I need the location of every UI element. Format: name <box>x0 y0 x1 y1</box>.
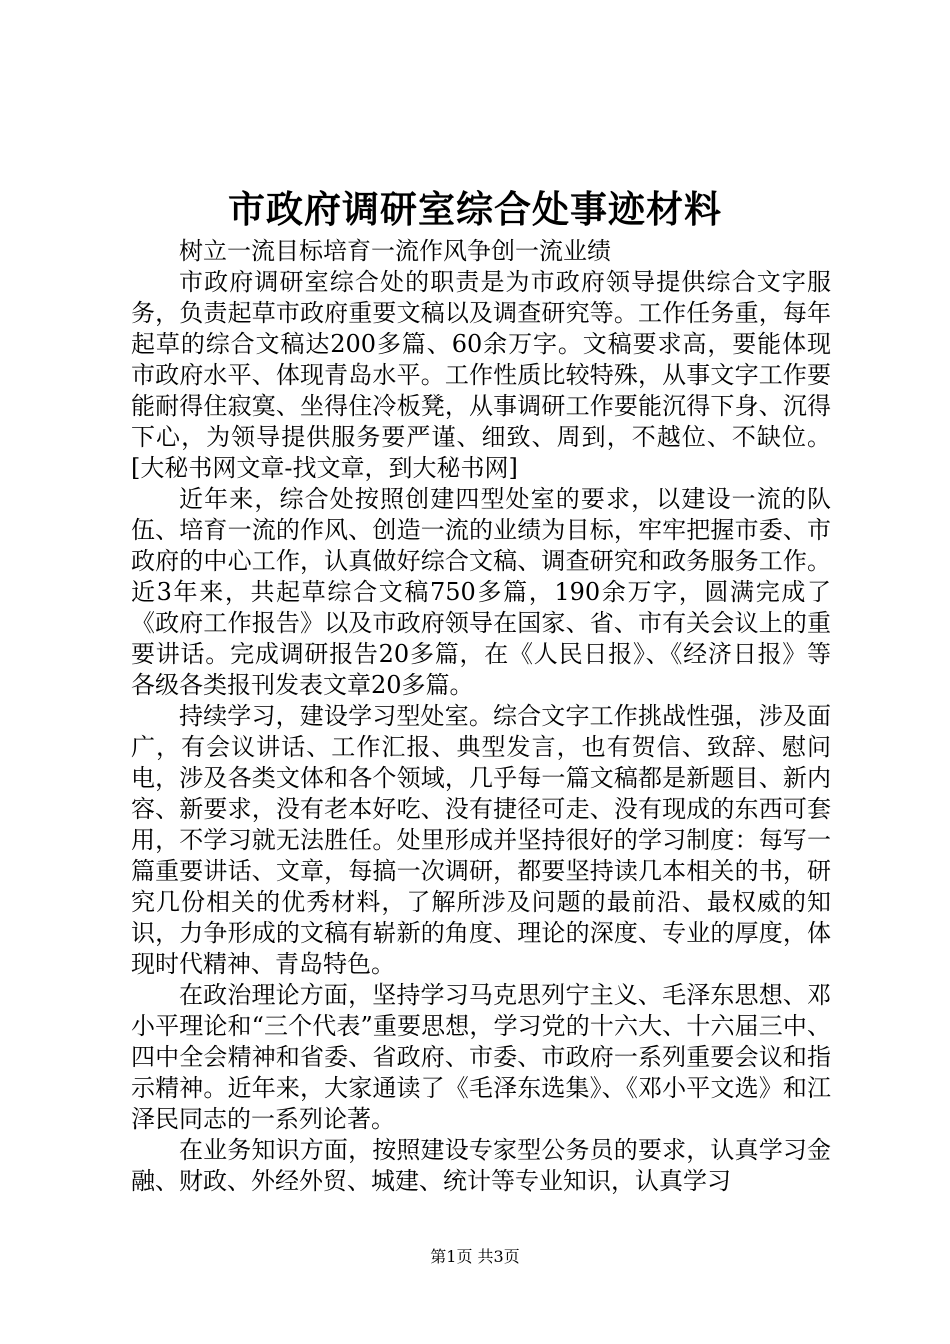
document-body <box>131 236 831 1197</box>
body-paragraph-1: 市政府调研室综合处的职责是为市政府领导提供综合文字服务，负责起草市政府重要文稿以及调查研究等。工作任务重，每年起草的综合文稿达200多篇、60余万字。文稿要求高，要能体现市政府水平、体现青岛水平。工作性质比较特殊，从事文字工作要能耐得住寂寞、坐得住冷板凳，从事调研工作要能沉得下身、沉得下心，为领导提供服务要严谨、细致、周到，不越位、不缺位。[大秘书网文章-找文章，到大秘书网] <box>131 268 831 482</box>
body-paragraph-2: 近年来，综合处按照创建四型处室的要求，以建设一流的队伍、培育一流的作风、创造一流的业绩为目标，牢牢把握市委、市政府的中心工作，认真做好综合文稿、调查研究和政务服务工作。近3年来，共起草综合文稿750多篇，190余万字，圆满完成了《政府工作报告》以及市政府领导在国家、省、市有关会议上的重要讲话。完成调研报告20多篇，在《人民日报》、《经济日报》等各级各类报刊发表文章20多篇。 <box>131 485 831 699</box>
page-number-footer: 第1页 共3页 <box>430 1247 520 1266</box>
document-title: 市政府调研室综合处事迹材料 <box>228 187 722 231</box>
body-paragraph-5: 在业务知识方面，按照建设专家型公务员的要求，认真学习金融、财政、外经外贸、城建、统计等专业知识，认真学习 <box>131 1136 831 1195</box>
document-subtitle: 树立一流目标培育一流作风争创一流业绩 <box>179 237 611 265</box>
body-paragraph-4: 在政治理论方面，坚持学习马克思列宁主义、毛泽东思想、邓小平理论和“三个代表”重要思想，学习党的十六大、十六届三中、四中全会精神和省委、省政府、市委、市政府一系列重要会议和指示精神。近年来，大家通读了《毛泽东选集》、《邓小平文选》和江泽民同志的一系列论著。 <box>131 981 831 1133</box>
body-paragraph-3: 持续学习，建设学习型处室。综合文字工作挑战性强，涉及面广，有会议讲话、工作汇报、典型发言，也有贺信、致辞、慰问电，涉及各类文体和各个领域，几乎每一篇文稿都是新题目、新内容、新要求，没有老本好吃、没有捷径可走、没有现成的东西可套用，不学习就无法胜任。处里形成并坚持很好的学习制度：每写一篇重要讲话、文章，每搞一次调研，都要坚持读几本相关的书，研究几份相关的优秀材料，了解所涉及问题的最前沿、最权威的知识，力争形成的文稿有崭新的角度、理论的深度、专业的厚度，体现时代精神、青岛特色。 <box>131 702 831 978</box>
